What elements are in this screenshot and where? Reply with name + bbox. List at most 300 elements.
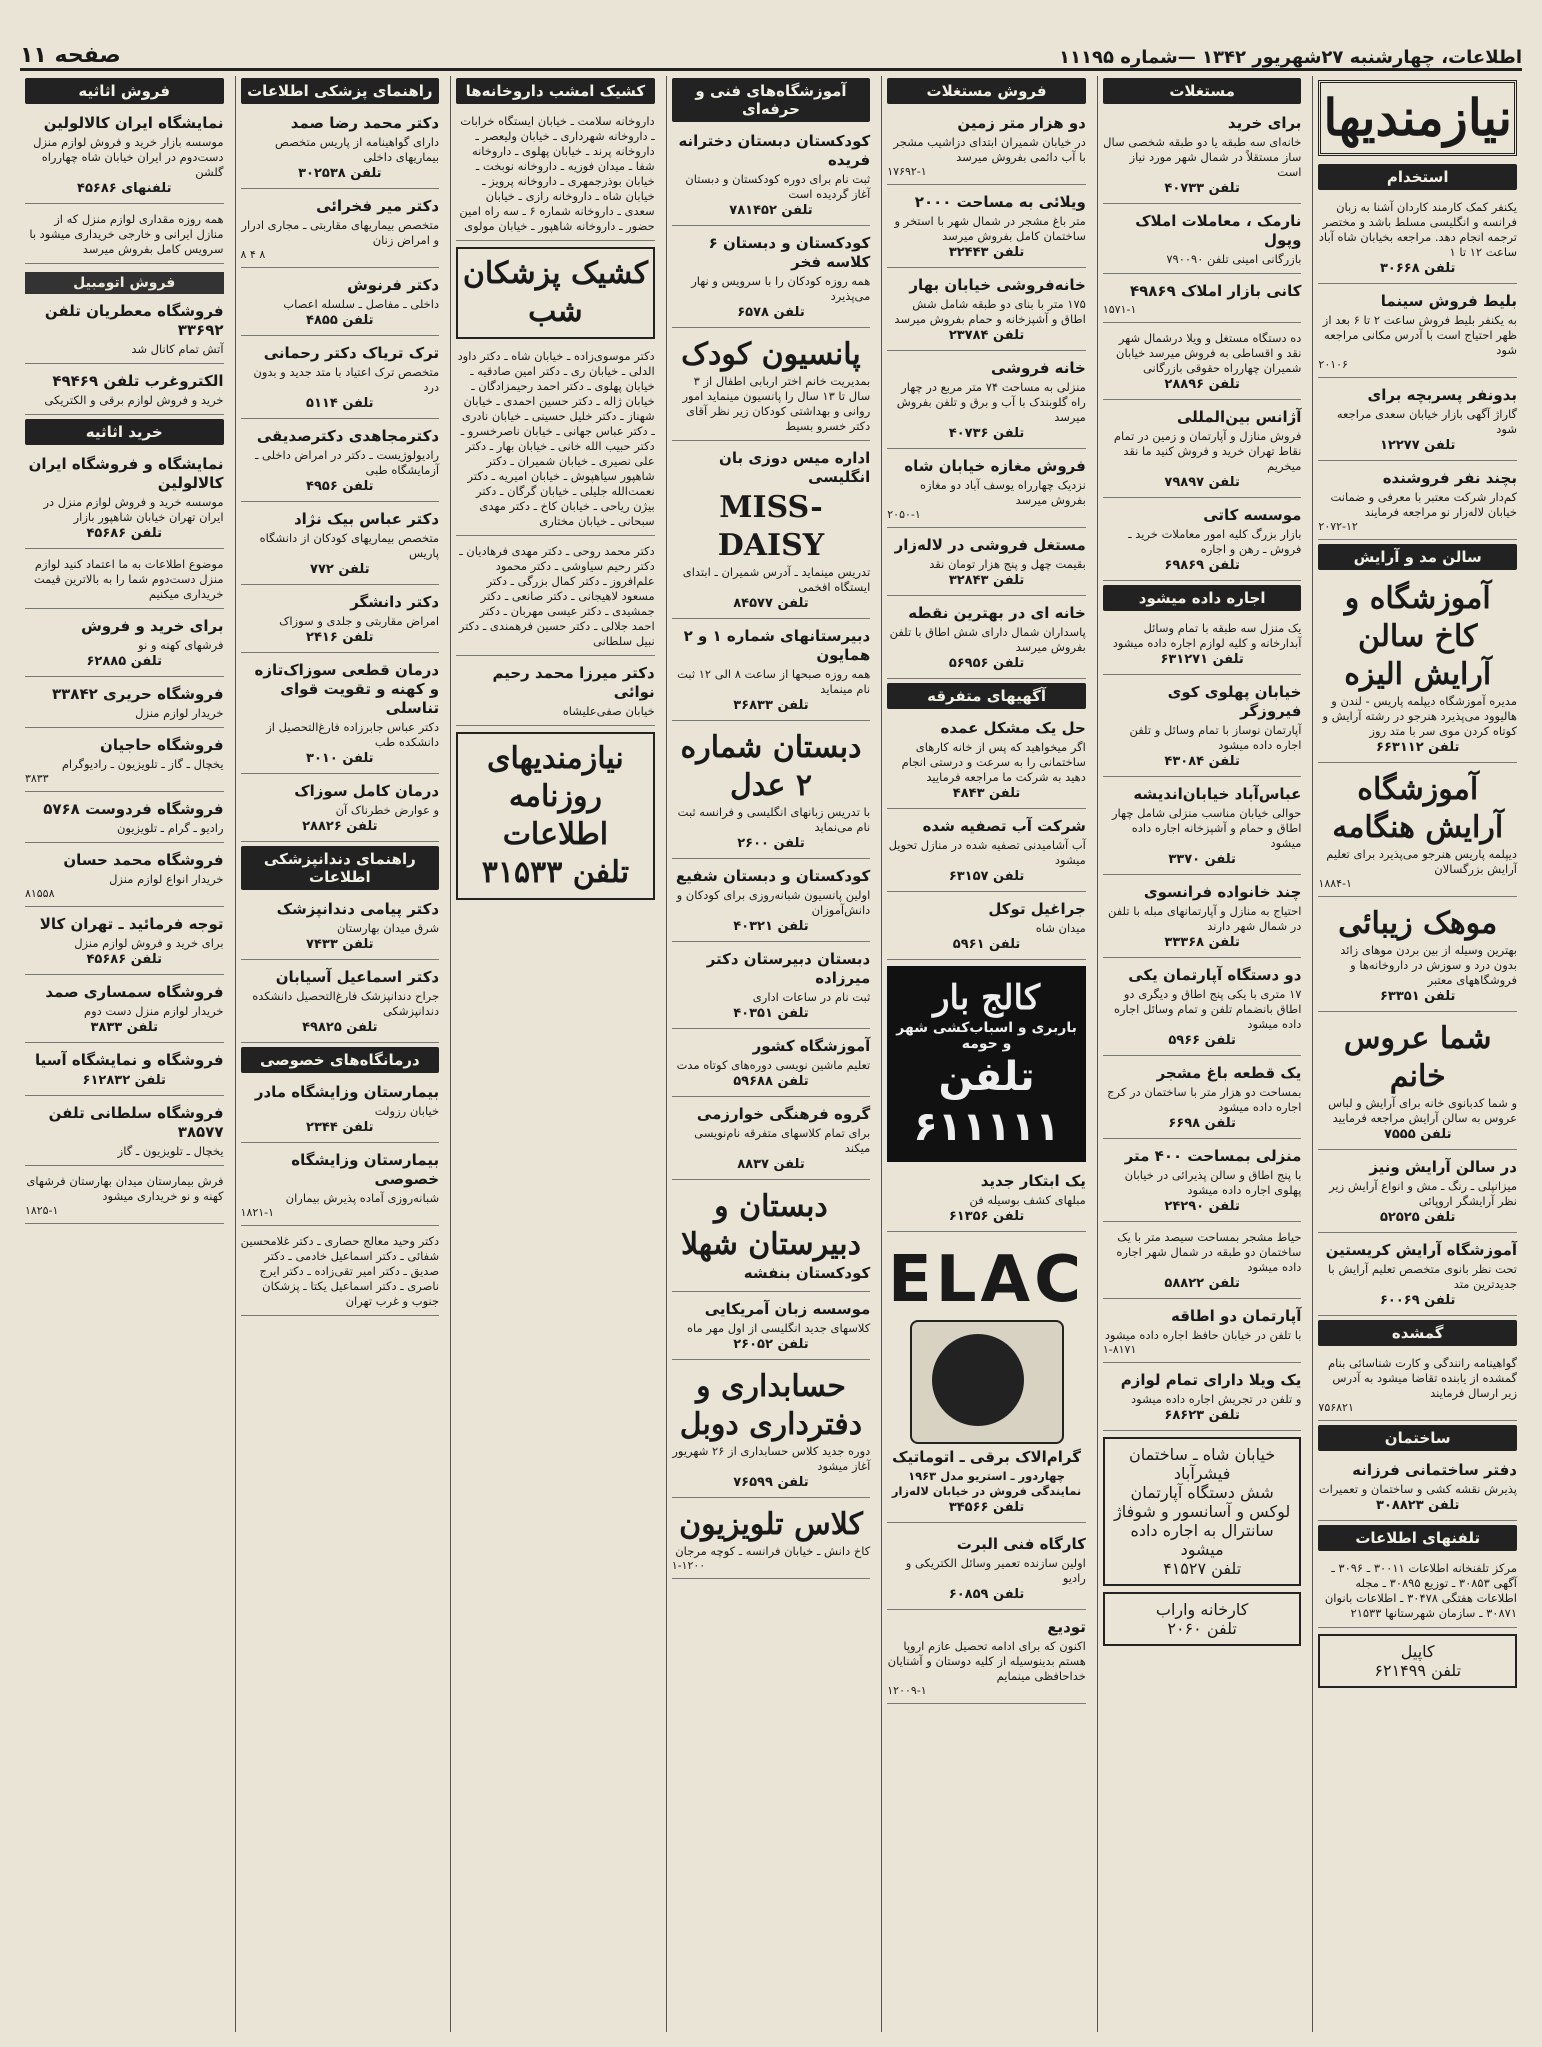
ad-phone: تلفن ۵۱۱۴ <box>306 396 374 411</box>
ad-code: ۸۱۵۵۸ <box>24 887 55 900</box>
ad-phone: تلفن ۴۰۷۳۳ <box>1164 181 1240 196</box>
classified-ad <box>1103 1143 1302 1222</box>
classified-ad <box>456 345 655 536</box>
ad-body: بمدیریت خانم اختر اربابی اطفال از ۳ سال تا ۱۳ سال را پانسیون مینماید امور روانی و بهداشتی کودکان زیر نظر آقای دکتر خسرو بسیط <box>682 374 871 433</box>
ad-body: چهاردور ـ استریو مدل ۱۹۶۳ نمایندگی فروش در خیابان لاله‌زار <box>891 1469 1082 1498</box>
ad-phone: تلفن ۶۵۷۸ <box>737 305 805 320</box>
ad-title: بدونفر پسربچه برای <box>1367 386 1517 404</box>
ad-body: داخلی ـ مفاصل ـ سلسله اعصاب <box>283 297 440 311</box>
classified-ad <box>25 1047 224 1096</box>
classified-ad <box>25 451 224 549</box>
ad-phone: تلفن ۷۶۵۹۹ <box>733 1475 809 1490</box>
ad-title: گرام‌الاک برقی ـ اتوماتیک <box>892 1448 1081 1466</box>
ad-title: دکتر دانشگر <box>350 593 440 611</box>
ad-body: خریدار لوازم منزل <box>135 706 224 720</box>
classified-ad <box>672 1296 871 1360</box>
ad-body: و شما کدبانوی خانه برای آرایش و لباس عروس به سالن آرایش مراجعه فرمایید <box>1328 1096 1517 1125</box>
classified-ad <box>887 110 1086 185</box>
ad-title: بیمارستان وزایشگاه مادر <box>254 1083 440 1101</box>
ad-headline: نیازمندیهای روزنامه اطلاعات <box>487 741 624 852</box>
classified-ad <box>672 946 871 1029</box>
ad-title: عباس‌آباد خیابان‌اندیشه <box>1133 785 1302 803</box>
ad-body: متخصص بیماریهای مقاربتی ـ مجاری ادرار و امراض زنان <box>241 218 440 247</box>
ad-headline: حسابداری و دفترداری دوبل <box>679 1369 863 1442</box>
ad-body: و تلفن در تجریش اجاره داده میشود <box>1131 1392 1302 1406</box>
ad-title: کودکستان و دبستان شفیع <box>675 867 871 885</box>
column-6 <box>235 76 445 2032</box>
classified-ad <box>25 847 224 907</box>
ad-title: فروشگاه معطریان تلفن ۳۳۶۹۲ <box>44 302 224 339</box>
ad-code: ۲۰۵۰-۱ <box>887 508 921 521</box>
ad-phone: تلفن ۶۹۸۶۹ <box>1164 558 1240 573</box>
ad-title: حل یک مشکل عمده <box>940 719 1086 737</box>
ad-body: موضوع اطلاعات به ما اعتماد کنید لوازم منزل دست‌دوم شما را به بالاترین قیمت خریداری میکنیم <box>33 557 224 601</box>
column-7 <box>20 76 229 2032</box>
ad-phone: تلفن ۶۳۱۲۷۱ <box>1160 652 1244 667</box>
ad-phone: تلفن ۳۱۵۳۳ <box>481 855 630 890</box>
ad-phone: تلفن ۴۱۵۲۷ <box>1163 1559 1242 1578</box>
ad-phone: تلفن ۴۸۴۳ <box>952 786 1021 801</box>
ad-phone: تلفن ۷۹۸۹۷ <box>1164 475 1240 490</box>
ad-headline: موهک زیبائی <box>1338 906 1498 941</box>
ad-phone: تلفن ۶۳۱۵۷ <box>948 869 1025 884</box>
column-2 <box>1097 76 1307 2032</box>
ad-title: بچند نفر فروشنده <box>1382 469 1517 487</box>
ad-title: نارمک ، معاملات املاک وپول <box>1135 212 1302 249</box>
ad-title: کارگاه فنی البرت <box>956 1535 1086 1553</box>
ad-body: خرید و فروش لوازم برقی و الکتریکی <box>44 393 224 407</box>
classified-ad <box>1103 110 1302 204</box>
ad-phone: تلفن ۵۲۵۲۵ <box>1379 1210 1456 1225</box>
ad-title: یک قطعه باغ مشجر <box>1156 1064 1302 1082</box>
ad-phone: تلفن ۲۳۷۸۴ <box>948 328 1025 343</box>
ad-body: موسسه خرید و فروش لوازم منزل در ایران تهران خیابان شاهپور بازار <box>43 495 224 524</box>
section-header: درمانگاه‌های خصوصی <box>241 1047 440 1073</box>
classified-ad <box>25 613 224 677</box>
column-1 <box>1312 76 1522 2032</box>
classified-ad <box>1103 327 1302 400</box>
ad-phone: تلفن ۴۳۰۸۴ <box>1164 754 1240 769</box>
ad-code: ۱۸۸۴-۱ <box>1318 877 1352 890</box>
ad-headline: کالج بار <box>933 978 1041 1018</box>
ad-code: ۱۸۲۱-۱ <box>240 1206 275 1219</box>
ad-title: دو هزار متر زمین <box>957 114 1086 132</box>
ad-title: درمان قطعی سوزاک‌تازه و کهنه و تقویت قوای تناسلی <box>254 661 440 717</box>
classified-ad <box>887 715 1086 809</box>
ad-body: دکتر وحید معالج حصاری ـ دکتر غلامحسین شفائی ـ دکتر اسماعیل خادمی ـ دکتر صدیق ـ دکتر امیر تقی‌زاده ـ دکتر ایرج ناصری ـ دکتر اسماعیل یکتا ـ پزشکان جنوب و غرب تهران <box>240 1234 440 1308</box>
section-header: ساختمان <box>1318 1425 1517 1451</box>
classified-ad <box>887 600 1086 679</box>
ad-body: کاخ دانش ـ خیابان فرانسه ـ کوچه مرجان <box>675 1544 871 1558</box>
ad-body: حیاط مشجر بمساحت سیصد متر با یک ساختمان دو طبقه در شمال شهر اجاره داده میشود <box>1116 1230 1302 1274</box>
ad-title: تودیع <box>1047 1618 1086 1636</box>
ad-body: یخچال ـ تلویزیون ـ گاز <box>117 1144 224 1158</box>
ad-headline: پانسیون کودک <box>681 337 861 372</box>
ad-body: متر باغ مشجر در شمال شهر با استخر و ساختمان کامل بفروش میرسد <box>894 214 1086 243</box>
classified-ad <box>241 1147 440 1226</box>
ad-body: یک منزل سه طبقه با تمام وسائل آبدارخانه و کلیه لوازم اجاره داده میشود <box>1112 621 1302 650</box>
ad-body: فروش منازل و آپارتمان و زمین در تمام نقاط تهران خرید و فروش کنید ما نقد میخریم <box>1113 429 1302 473</box>
ad-body: اولین پانسیون شبانه‌روزی برای کودکان و دانش‌آموزان <box>676 888 871 917</box>
ad-body: تدریس مینماید ـ آدرس شمیران ـ ابتدای ایستگاه افخمی <box>682 565 871 594</box>
ad-body: خیابان رزولت <box>374 1104 440 1118</box>
ad-body: تحت نظر بانوی متخصص تعلیم آرایش با جدیدترین متد <box>1328 1262 1517 1291</box>
section-header: فروش اتومبیل <box>25 272 224 294</box>
ad-title: الکتروغرب تلفن ۴۹۴۶۹ <box>52 372 224 390</box>
section-header: سالن مد و آرایش <box>1318 544 1517 570</box>
ad-body: تعلیم ماشین نویسی دوره‌های کوتاه مدت <box>676 1058 871 1072</box>
ad-subtitle: باربری و اسباب‌کشی شهر و حومه <box>896 1020 1077 1052</box>
ad-body: مبلهای کشف بوسیله فن <box>969 1193 1086 1207</box>
classified-ad <box>1103 278 1302 323</box>
ad-title: فروشگاه سمساری صمد <box>45 983 224 1001</box>
ad-phone: تلفن ۶۱۱۱۱۱ <box>913 1054 1060 1150</box>
ad-title: ویلائی به مساحت ۲۰۰۰ <box>914 193 1086 211</box>
ad-phone: تلفن ۷۷۲ <box>310 562 370 577</box>
masthead-title: نیازمندیها <box>1318 80 1517 156</box>
ad-title: شرکت آب تصفیه شده <box>922 817 1086 835</box>
ad-title: خانه فروشی <box>991 359 1086 377</box>
ad-body: دارای گواهینامه از پاریس متخصص بیماریهای داخلی <box>274 135 440 164</box>
classified-ad <box>1103 1367 1302 1431</box>
ad-phone: تلفن ۶۳۳۵۱ <box>1379 989 1456 1004</box>
classified-ad <box>1318 196 1517 284</box>
ad-code: ۱۷۶۹۲-۱ <box>887 165 927 178</box>
ad-body: گواهینامه رانندگی و کارت شناسائی بنام گمشده از یابنده تقاضا میشود به آدرس زیر ارسال فرمایند <box>1328 1356 1517 1400</box>
ad-title: ترک تریاک دکتر رحمانی <box>263 344 440 362</box>
ad-body: پذیرش نقشه کشی و ساختمان و تعمیرات <box>1318 1482 1517 1496</box>
ad-title: در سالن آرایش ونیز <box>1369 1158 1517 1176</box>
ad-title: توجه فرمائید ـ تهران کالا <box>39 915 224 933</box>
ad-phone: تلفن ۴۰۳۵۱ <box>733 1006 809 1021</box>
ad-title: آموزشگاه آرایش کریستین <box>1325 1241 1517 1259</box>
newspaper-columns <box>20 76 1522 2032</box>
classified-ad <box>25 796 224 843</box>
ad-phone: تلفن ۶۸۶۲۳ <box>1164 1408 1240 1423</box>
ad-body: بمساحت دو هزار متر با ساختمان در کرج اجاره داده میشود <box>1107 1085 1302 1114</box>
ad-body: شش دستگاه آپارتمان لوکس و آسانسور و شوفاژ سانترال به اجاره داده میشود <box>1113 1483 1291 1559</box>
ad-body: بازرگانی امینی تلفن ۷۹۰۰۹۰ <box>1166 252 1302 266</box>
classified-ad <box>672 230 871 328</box>
ad-phone: تلفن ۳۰۶۶۸ <box>1379 261 1456 276</box>
ad-phone: تلفن ۲۸۸۹۶ <box>1164 377 1240 392</box>
ad-phone: تلفن ۲۶۰۰ <box>737 836 805 851</box>
ad-title: خانه‌فروشی خیابان بهار <box>909 276 1086 294</box>
classified-ad <box>1103 679 1302 777</box>
issue-line: اطلاعات، چهارشنبه ۲۷شهریور ۱۳۴۲ —شماره ۱۱۱۹۵ <box>1059 47 1522 68</box>
ad-body: یخچال ـ گاز ـ تلویزیون ـ رادیوگرام <box>61 757 224 771</box>
ad-body: متخصص ترک اعتیاد با متد جدید و بدون درد <box>253 365 440 394</box>
section-header: فروش اثاثیه <box>25 78 224 104</box>
section-header: مستغلات <box>1103 78 1302 104</box>
section-header: کشیک امشب داروخانه‌ها <box>456 78 655 104</box>
ad-phone: تلفن ۳۰۸۸۲۳ <box>1376 1498 1460 1513</box>
classified-ad <box>241 589 440 653</box>
ad-body: بقیمت چهل و پنج هزار تومان نقد <box>929 557 1086 571</box>
classified-ad <box>887 532 1086 596</box>
ad-headline: کلاس تلویزیون <box>679 1507 863 1542</box>
classified-ad <box>672 863 871 942</box>
classified-ad <box>1103 879 1302 958</box>
ad-body: فرشهای کهنه و نو <box>138 638 224 652</box>
ad-title: موسسه کاتی <box>1203 506 1302 524</box>
ad-phone: تلفن ۶۶۹۸ <box>1168 1116 1236 1131</box>
classified-ad <box>1318 382 1517 461</box>
classified-ad <box>672 1184 871 1292</box>
ad-title: خانه ای در بهترین نقطه <box>908 604 1086 622</box>
classified-ad-elac <box>887 1240 1086 1523</box>
ad-body: آتش تمام کانال شد <box>131 342 224 356</box>
classified-ad <box>241 657 440 774</box>
ad-body: رادیو ـ گرام ـ تلویزیون <box>116 821 224 835</box>
ad-phone: تلفن ۴۵۶۸۶ <box>86 952 162 967</box>
classified-ad <box>672 1101 871 1180</box>
ad-title: آپارتمان دو اطاقه <box>1170 1307 1302 1325</box>
classified-ad <box>672 1033 871 1097</box>
ad-headline: شما عروس خانم <box>1343 1021 1492 1094</box>
ad-phone: تلفن ۲۶۰۵۲ <box>733 1337 809 1352</box>
ad-phone: تلفن ۶۰۸۵۹ <box>948 1587 1025 1602</box>
ad-headline: دبستان و دبیرستان شهلا <box>680 1189 861 1262</box>
column-3 <box>881 76 1091 2032</box>
classified-ad <box>887 896 1086 960</box>
ad-title: یک ابتکار جدید <box>980 1172 1086 1190</box>
classified-ad <box>456 660 655 726</box>
section-header: تلفنهای اطلاعات <box>1318 1525 1517 1551</box>
ad-body: ثبت نام برای دوره کودکستان و دبستان آغاز گردیده است <box>685 172 871 201</box>
ad-body: دوره جدید کلاس حسابداری از ۲۶ شهریور آغاز میشود <box>672 1444 871 1473</box>
ad-title: آژانس بین‌المللی <box>1176 408 1302 426</box>
ad-phone: تلفن ۲۴۲۹۰ <box>1164 1199 1240 1214</box>
ad-headline: خیابان شاه ـ ساختمان فیشرآباد <box>1129 1445 1276 1483</box>
classified-ad <box>1103 962 1302 1056</box>
ad-code: ۱-۸۱۷۱ <box>1102 1343 1137 1356</box>
ad-code: ۳۸۳۳ <box>24 772 49 785</box>
ad-phone: تلفنهای ۴۵۶۸۶ <box>77 181 172 196</box>
classified-ad <box>887 189 1086 268</box>
ad-phone: تلفن ۶۱۳۵۶ <box>948 1209 1025 1224</box>
ad-title: کودکستان دبستان دخترانه فریده <box>678 132 871 169</box>
ad-body: داروخانه سلامت ـ خیابان ایستگاه خرابات ـ داروخانه شهرداری ـ خیابان ولیعصر ـ داروخانه پرند ـ خیابان پهلوی ـ داروخانه شفا ـ میدان فوزیه ـ داروخانه نوبخت ـ خیابان بوذرجمهری ـ داروخانه پرویز ـ خیابان شاه ـ داروخانه رازی ـ خیابان سعدی ـ داروخانه شماره ۶ ـ سه راه امین حضور ـ داروخانه شاهپور ـ خیابان مولوی <box>459 114 655 233</box>
ad-phone: تلفن ۳۸۳۳ <box>90 1020 158 1035</box>
ad-body: برای خرید و فروش لوازم منزل <box>74 936 224 950</box>
ad-phone: تلفن ۴۸۵۵ <box>306 313 374 328</box>
ad-body: شبانه‌روزی آماده پذیرش بیماران <box>285 1191 440 1205</box>
ad-title: بلیط فروش سینما <box>1380 292 1517 310</box>
classified-ad <box>25 1170 224 1224</box>
ad-phone: تلفن ۴۹۸۲۵ <box>302 1020 378 1035</box>
classified-ad <box>456 110 655 241</box>
ad-phone: تلفن ۷۴۳۳ <box>306 937 374 952</box>
ad-body: پاسداران شمال دارای شش اطاق با تلفن بفروش میرسد <box>889 625 1086 654</box>
ad-body: متخصص بیماریهای کودکان از دانشگاه پاریس <box>259 531 440 560</box>
classified-ad <box>1318 465 1517 540</box>
ad-body: منزلی به مساحت ۷۴ متر مربع در چهار راه گلوبندک با آب و برق و تلفن بفروش میرسد <box>896 380 1086 424</box>
ad-body: آپارتمان نوساز با تمام وسائل و تلفن اجاره داده میشود <box>1129 723 1302 752</box>
ad-title: دکتر عباس بیک نژاد <box>293 510 440 528</box>
classified-ad <box>25 298 224 364</box>
ad-title: اداره میس دوزی بان انگلیسی <box>719 449 871 486</box>
ad-code: ۲۰۷۲-۱۲ <box>1318 520 1358 533</box>
ad-body: ۱۷۵ متر با بنای دو طبقه شامل شش اطاق و آشپزخانه و حمام بفروش میرسد <box>894 297 1086 326</box>
classified-ad <box>1318 1016 1517 1150</box>
ad-title: فروشگاه حاجیان <box>100 736 224 754</box>
classified-ad <box>241 964 440 1043</box>
ad-phone: تلفن ۵۶۹۵۶ <box>948 656 1025 671</box>
ad-code: ۷۵۶۸۲۱ <box>1318 1401 1354 1414</box>
ad-title: فروشگاه سلطانی تلفن ۳۸۵۷۷ <box>48 1104 224 1141</box>
classified-ad <box>672 623 871 721</box>
ad-body: رادیولوژیست ـ دکتر در امراض داخلی ـ آزمایشگاه طبی <box>254 448 440 477</box>
classified-ad <box>25 110 224 204</box>
ad-title: کودکستان و دبستان ۶ کلاسه فخر <box>708 234 871 271</box>
classified-ad <box>1103 404 1302 498</box>
ad-body: فرش بیمارستان میدان بهارستان فرشهای کهنه و نو خریداری میشود <box>26 1174 224 1203</box>
section-header: آگهیهای متفرقه <box>887 683 1086 709</box>
section-header: فروش مستغلات <box>887 78 1086 104</box>
ad-phone: تلفن ۲۰۶۰ <box>1167 1619 1237 1638</box>
classified-ad <box>1318 1154 1517 1233</box>
classified-ad <box>456 540 655 656</box>
ad-title: دکترمجاهدی دکترصدیقی <box>256 427 440 445</box>
ad-phone: تلفن ۴۵۶۸۶ <box>86 526 162 541</box>
ad-body: دکتر عباس جابرزاده فارغ‌التحصیل از دانشکده طب <box>266 720 440 749</box>
ad-phone: تلفن ۷۵۵۵ <box>1383 1127 1452 1142</box>
ad-body: شرق میدان بهارستان <box>336 921 440 935</box>
ad-phone: تلفن ۱۲۲۷۷ <box>1379 438 1456 453</box>
classified-ad-boxed <box>456 247 655 339</box>
record-player-icon <box>910 1320 1064 1444</box>
ad-body: جراح دندانپزشک فارغ‌التحصیل دانشکده دندانپزشکی <box>252 989 440 1018</box>
ad-body: احتیاج به منازل و آپارتمانهای مبله با تلفن در شمال شهر دارند <box>1107 904 1302 933</box>
classified-ad <box>672 332 871 441</box>
ad-title: دو دستگاه آپارتمان یکی <box>1128 966 1302 984</box>
ad-body: خریدار لوازم منزل دست دوم <box>83 1004 224 1018</box>
ad-title: درمان کامل سوزاک <box>294 782 440 800</box>
ad-body: و عوارض خطرناک آن <box>335 803 440 817</box>
classified-ad <box>25 368 224 415</box>
ad-body: خیابان صفی‌علیشاه <box>562 704 655 718</box>
classified-ad <box>25 911 224 975</box>
column-4 <box>666 76 876 2032</box>
ad-body: اولین سازنده تعمیر وسائل الکتریکی و رادیو <box>905 1556 1086 1585</box>
classified-ad-boxed <box>1318 1634 1517 1688</box>
classified-ad <box>241 1230 440 1316</box>
ad-title: نمایشگاه ایران کالالولین <box>43 114 224 132</box>
ad-body: اکنون که برای ادامه تحصیل عازم اروپا هستم بدینوسیله از کلیه دوستان و آشنایان خداحافظی مینمایم <box>887 1639 1086 1683</box>
ad-title: چند خانواده فرانسوی <box>1143 883 1302 901</box>
section-header: راهنمای دندانپزشکی اطلاعات <box>241 846 440 890</box>
ad-body: به یکنفر بلیط فروش ساعت ۲ تا ۶ بعد از ظهر احتیاج است با آدرس مکانی مراجعه شود <box>1322 313 1517 357</box>
ad-phone: تلفن ۳۰۲۵۳۸ <box>298 166 382 181</box>
ad-body: خانه‌ای سه طبقه یا دو طبقه شخصی سال ساز مستقلاً در شمال شهر مورد نیاز است <box>1103 135 1302 179</box>
classified-ad <box>887 453 1086 528</box>
classified-ad <box>1103 617 1302 675</box>
ad-body: دکتر موسوی‌زاده ـ خیابان شاه ـ دکتر داود الدلی ـ خیابان ری ـ دکتر امین صادقیه ـ خیابان پهلوی ـ دکتر احمد رحیمزادگان ـ خیابان ژاله ـ دکتر حسین احمدی ـ خیابان شهناز ـ دکتر خلیل حسینی ـ خیابان نادری ـ دکتر عباس جهانی ـ خیابان ناصرخسرو ـ دکتر حبیب الله خانی ـ خیابان بهار ـ دکتر علی نصیری ـ خیابان شمیران ـ دکتر شاهپور سیاهپوش ـ خیابان امیریه ـ دکتر نعمت‌الله جلیلی ـ خیابان گرگان ـ دکتر بیژن ریاحی ـ خیابان کاخ ـ دکتر مهدی سبحانی ـ خیابان مختاری <box>457 349 655 528</box>
ad-body: برای تمام کلاسهای متفرقه نام‌نویسی میکند <box>694 1126 871 1155</box>
classified-ad <box>1318 1352 1517 1421</box>
ad-phone: تلفن ۳۳۷۰ <box>1168 852 1236 867</box>
ad-title: فروشگاه محمد حسان <box>63 851 224 869</box>
ad-body: کلاسهای جدید انگلیسی از اول مهر ماه <box>686 1321 871 1335</box>
ad-phone: تلفن ۶۰۰۶۹ <box>1379 1293 1456 1308</box>
ad-body: همه روزه کودکان را با سرویس و نهار می‌پذیرد <box>691 274 871 303</box>
ad-phone: تلفن ۳۶۸۳۳ <box>733 698 809 713</box>
ad-body: یکنفر کمک کارمند کاردان آشنا به زبان فرانسه و انگلیسی مسلط باشد و مختصر ترجمه انجام دهد. مراجعه بخیابان شاه آباد ساعت ۱۲ تا ۱ <box>1318 200 1517 259</box>
ad-body: مدیره آموزشگاه دیپلمه پاریس ‑ لندن و هالیوود می‌پذیرد هنرجو در رشته آرایش و کوتاه کردن موی سر با متد روز <box>1322 694 1517 738</box>
ad-phone: تلفن ۴۰۷۳۶ <box>948 426 1025 441</box>
classified-ad <box>25 732 224 792</box>
section-header: اجاره داده میشود <box>1103 585 1302 611</box>
ad-title: دکتر اسماعیل آسیابان <box>275 968 440 986</box>
ad-phone: تلفن ۷۸۱۴۵۲ <box>729 203 813 218</box>
classified-ad <box>1318 767 1517 897</box>
classified-ad <box>887 1168 1086 1232</box>
ad-code: ۱۵۷۱-۱ <box>1102 303 1137 316</box>
ad-headline: دبستان شماره ۲ عدل <box>680 730 862 803</box>
classified-ad <box>241 110 440 189</box>
ad-headline: کشیک پزشکان شب <box>462 256 648 329</box>
ad-title: مستغل فروشی در لاله‌زار <box>894 536 1086 554</box>
ad-body: کم‌دار شرکت معتبر با معرفی و ضمانت خیابان لاله‌زار نو مراجعه فرمایند <box>1330 490 1517 519</box>
ad-title: برای خرید <box>1227 114 1302 132</box>
classified-ad <box>887 813 1086 892</box>
ad-title: جراغیل توکل <box>988 900 1086 918</box>
ad-body: همه روزه صبحها از ساعت ۸ الی ۱۲ ثبت نام مینماید <box>677 667 871 696</box>
classified-ad <box>1318 1237 1517 1316</box>
ad-code: ۱۲۰۰۹-۱ <box>887 1684 927 1697</box>
classified-ad <box>25 208 224 264</box>
section-header: آموزشگاه‌های فنی و حرفه‌ای <box>672 78 871 122</box>
ad-body: بازار بزرگ کلیه امور معاملات خرید ـ فروش ـ رهن و اجاره <box>1128 527 1302 556</box>
ad-title: فروشگاه و نمایشگاه آسیا <box>35 1051 224 1069</box>
ad-title: دکتر میرزا محمد رحیم نوائی <box>492 664 655 701</box>
ad-phone: تلفن ۶۶۳۱۱۲ <box>1376 740 1460 755</box>
ad-title: کاپیل <box>1400 1642 1435 1661</box>
section-header: خرید اثاثیه <box>25 419 224 445</box>
classified-ad <box>1318 901 1517 1012</box>
ad-phone: تلفن ۶۱۲۸۳۲ <box>82 1073 166 1088</box>
classified-ad <box>672 1364 871 1498</box>
column-5 <box>450 76 660 2032</box>
ad-phone: تلفن ۵۹۶۶ <box>1168 1033 1236 1048</box>
ad-title: دفتر ساختمانی فرزانه <box>1352 1461 1517 1479</box>
classified-ad <box>1103 781 1302 875</box>
page-header <box>20 28 1522 71</box>
classified-ad <box>25 681 224 728</box>
classified-ad <box>241 778 440 842</box>
section-header: استخدام <box>1318 164 1517 190</box>
ad-body: موسسه بازار خرید و فروش لوازم منزل دست‌دوم در ایران خیابان شاه چهارراه گلشن <box>33 135 224 179</box>
classified-ad <box>672 1502 871 1579</box>
classified-ad <box>241 272 440 336</box>
classified-ad <box>241 506 440 585</box>
ad-body: ۱۷ متری با یکی پنج اطاق و دیگری دو اطاق بانضمام تلفن و تمام وسائل اجاره داده میشود <box>1113 987 1302 1031</box>
ad-body: امراض مقاربتی و جلدی و سوزاک <box>279 614 440 628</box>
classified-ad-inverted <box>887 966 1086 1162</box>
classified-ad <box>1318 1557 1517 1628</box>
classified-ad <box>241 423 440 502</box>
classified-ad <box>241 193 440 268</box>
classified-ad <box>1103 1060 1302 1139</box>
ad-title: کودکستان بنفشه <box>743 1264 871 1282</box>
ad-phone: تلفن ۳۰۱۰ <box>306 751 374 766</box>
ad-title: یک ویلا دارای تمام لوازم <box>1120 1371 1302 1389</box>
ad-phone: تلفن ۴۹۵۶ <box>306 479 374 494</box>
classified-ad <box>1103 1226 1302 1299</box>
ad-body: بهترین وسیله از بین بردن موهای زائد بدون درد و سوزش در داروخانه‌ها و فروشگاههای معتبر <box>1340 943 1517 987</box>
ad-body: همه روزه مقداری لوازم منزل که از منازل ایرانی و خارجی خریداری میشود با سرویس کامل بفروش میرسد <box>29 212 224 256</box>
